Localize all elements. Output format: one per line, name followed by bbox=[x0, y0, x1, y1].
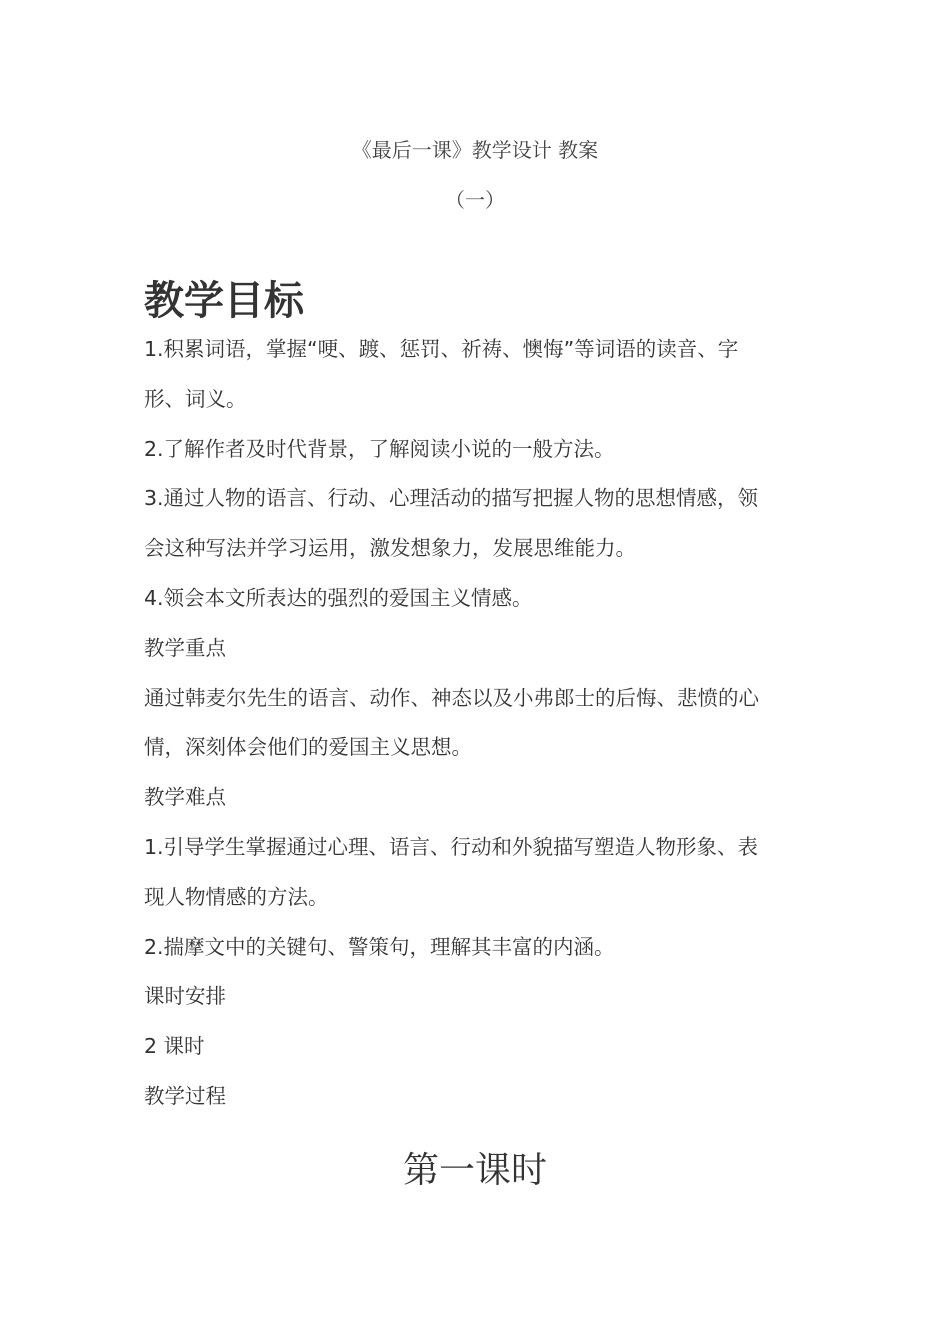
schedule-value: 2 课时 bbox=[144, 1034, 205, 1059]
document-body bbox=[144, 325, 804, 1122]
key-points-line-1: 通过韩麦尔先生的语言、动作、神态以及小弗郎士的后悔、悲愤的心 bbox=[144, 685, 759, 710]
difficulty-1-line-2: 现人物情感的方法。 bbox=[144, 884, 329, 909]
objective-2: 2.了解作者及时代背景，了解阅读小说的一般方法。 bbox=[144, 436, 615, 461]
section-label-difficulties: 教学难点 bbox=[144, 785, 226, 810]
lesson-title: 第一课时 bbox=[402, 1150, 547, 1191]
objective-3-line-1: 3.通过人物的语言、行动、心理活动的描写把握人物的思想情感，领 bbox=[144, 486, 759, 511]
objective-4: 4.领会本文所表达的强烈的爱国主义情感。 bbox=[144, 585, 533, 610]
section-label-process: 教学过程 bbox=[144, 1083, 226, 1108]
section-heading-objectives: 教学目标 bbox=[144, 278, 304, 324]
document-subtitle: （一） bbox=[445, 188, 505, 212]
difficulty-2: 2.揣摩文中的关键句、警策句，理解其丰富的内涵。 bbox=[144, 934, 615, 959]
key-points-line-2: 情，深刻体会他们的爱国主义思想。 bbox=[144, 735, 472, 760]
objective-1-line-2: 形、词义。 bbox=[144, 386, 247, 411]
difficulty-1-line-1: 1.引导学生掌握通过心理、语言、行动和外貌描写塑造人物形象、表 bbox=[144, 834, 759, 859]
section-label-schedule: 课时安排 bbox=[144, 984, 226, 1009]
section-label-key-points: 教学重点 bbox=[144, 635, 226, 660]
objective-1-line-1: 1.积累词语，掌握“哽、踱、惩罚、祈祷、懊悔”等词语的读音、字 bbox=[144, 337, 739, 361]
objective-3-line-2: 会这种写法并学习运用，激发想象力，发展思维能力。 bbox=[144, 536, 636, 561]
document-title: 《最后一课》教学设计 教案 bbox=[351, 138, 599, 162]
